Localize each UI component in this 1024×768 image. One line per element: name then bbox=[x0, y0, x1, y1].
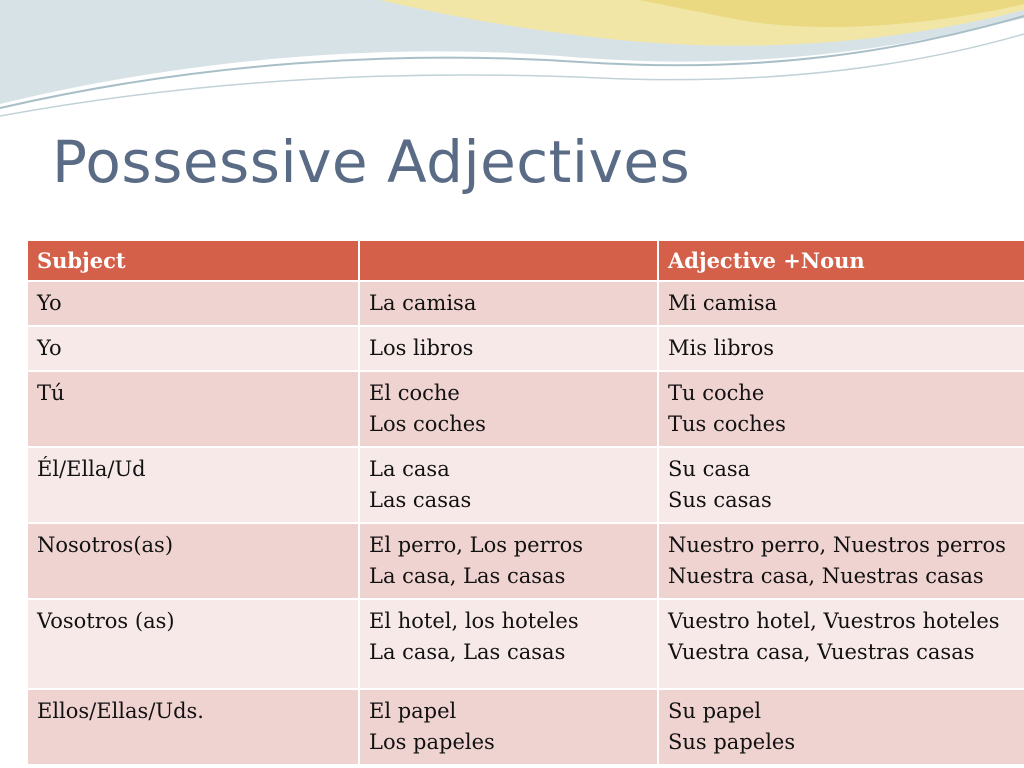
table-row bbox=[27, 326, 1024, 371]
table-row bbox=[27, 523, 1024, 599]
subject-cell: Tú bbox=[27, 371, 359, 447]
page-title: Possessive Adjectives bbox=[52, 128, 691, 196]
adjective-noun-cell: Nuestro perro, Nuestros perros Nuestra casa, Nuestras casas bbox=[658, 523, 1024, 599]
subject-cell: Vosotros (as) bbox=[27, 599, 359, 689]
adjective-noun-cell: Mi camisa bbox=[658, 281, 1024, 326]
noun-cell: El coche Los coches bbox=[359, 371, 658, 447]
subject-cell: Yo bbox=[27, 326, 359, 371]
table-row bbox=[27, 447, 1024, 523]
adjective-noun-cell: Mis libros bbox=[658, 326, 1024, 371]
adjective-noun-cell: Tu coche Tus coches bbox=[658, 371, 1024, 447]
possessive-adjectives-table bbox=[26, 239, 1024, 766]
table-row bbox=[27, 689, 1024, 765]
noun-cell: La casa Las casas bbox=[359, 447, 658, 523]
noun-cell: La camisa bbox=[359, 281, 658, 326]
header-wave-decoration bbox=[0, 0, 1024, 130]
subject-cell: Nosotros(as) bbox=[27, 523, 359, 599]
noun-cell: El papel Los papeles bbox=[359, 689, 658, 765]
table-row bbox=[27, 371, 1024, 447]
adjective-noun-cell: Vuestro hotel, Vuestros hoteles Vuestra casa, Vuestras casas bbox=[658, 599, 1024, 689]
table-row bbox=[27, 599, 1024, 689]
noun-cell: El hotel, los hoteles La casa, Las casas bbox=[359, 599, 658, 689]
table-row bbox=[27, 281, 1024, 326]
subject-cell: Ellos/Ellas/Uds. bbox=[27, 689, 359, 765]
subject-cell: Yo bbox=[27, 281, 359, 326]
subject-cell: Él/Ella/Ud bbox=[27, 447, 359, 523]
header-adjective-noun: Adjective +Noun bbox=[658, 240, 1024, 281]
table-header-row bbox=[27, 240, 1024, 281]
noun-cell: Los libros bbox=[359, 326, 658, 371]
adjective-noun-cell: Su casa Sus casas bbox=[658, 447, 1024, 523]
header-subject: Subject bbox=[27, 240, 359, 281]
noun-cell: El perro, Los perros La casa, Las casas bbox=[359, 523, 658, 599]
adjective-noun-cell: Su papel Sus papeles bbox=[658, 689, 1024, 765]
header-noun bbox=[359, 240, 658, 281]
